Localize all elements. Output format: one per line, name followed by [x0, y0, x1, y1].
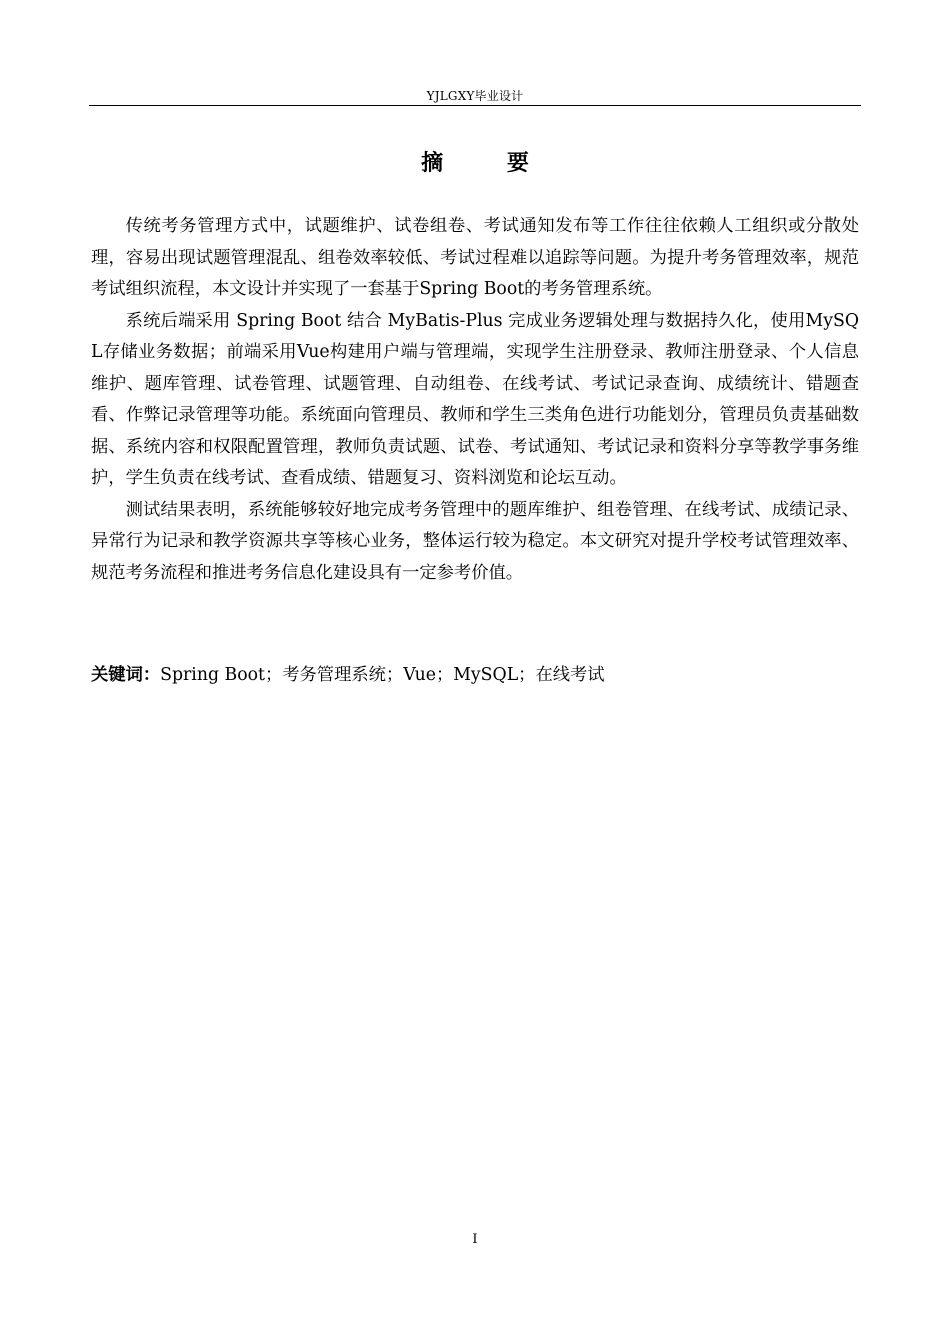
- keywords-value: Spring Boot；考务管理系统；Vue；MySQL；在线考试: [160, 665, 605, 685]
- page-number: I: [472, 1232, 478, 1247]
- abstract-paragraph-3: 测试结果表明，系统能够较好地完成考务管理中的题库维护、组卷管理、在线考试、成绩记录、异常行为记录和教学资源共享等核心业务，整体运行较为稳定。本文研究对提升学校考试管理效率、规范考务流程和推进考务信息化建设具有一定参考价值。: [91, 499, 859, 583]
- running-header: YJLGXY毕业设计: [426, 89, 524, 103]
- abstract-paragraph-1: 传统考务管理方式中，试题维护、试卷组卷、考试通知发布等工作往往依赖人工组织或分散处理，容易出现试题管理混乱、组卷效率较低、考试过程难以追踪等问题。为提升考务管理效率，规范考试组织流程，本文设计并实现了一套基于Spring Boot的考务管理系统。: [91, 216, 859, 299]
- abstract-paragraph-2: 系统后端采用 Spring Boot 结合 MyBatis-Plus 完成业务逻辑处理与数据持久化，使用MySQL存储业务数据；前端采用Vue构建用户端与管理端，实现学生注册登录、教师注册登录、个人信息维护、题库管理、试卷管理、试题管理、自动组卷、在线考试、考试记录查询、成绩统计、错题查看、作弊记录管理等功能。系统面向管理员、教师和学生三类角色进行功能划分，管理员负责基础数据、系统内容和权限配置管理，教师负责试题、试卷、考试通知、考试记录和资料分享等教学事务维护，学生负责在线考试、查看成绩、错题复习、资料浏览和论坛互动。: [91, 310, 859, 488]
- keywords-label: 关键词：: [91, 665, 161, 685]
- abstract-title: 摘 要: [421, 150, 557, 176]
- abstract-body: [91, 211, 859, 589]
- keywords-line: [91, 660, 859, 692]
- header-rule: [89, 105, 861, 106]
